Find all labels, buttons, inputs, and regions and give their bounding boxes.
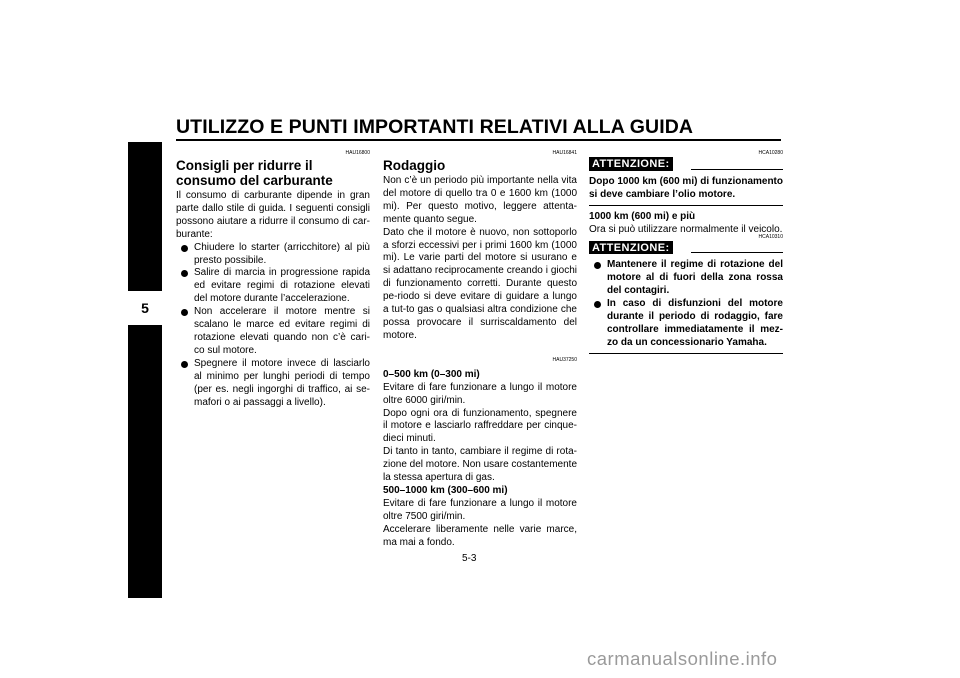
subheading: 500–1000 km (300–600 mi)	[383, 484, 508, 496]
caution-label: ATTENZIONE:	[589, 241, 673, 255]
section-heading: Rodaggio	[383, 158, 446, 173]
column-caution	[589, 150, 783, 354]
column-break-in	[383, 150, 577, 549]
caution-text: Dopo 1000 km (600 mi) di funzionamento si deve cambiare l’olio motore.	[589, 175, 783, 200]
section-code: HAU16800	[345, 150, 370, 156]
title-rule	[176, 139, 781, 141]
section-code: HAU16841	[552, 150, 577, 156]
caution-label: ATTENZIONE:	[589, 157, 673, 171]
list-item: Spegnere il motore invece di lasciarlo al minimo per lunghi periodi di tempo (per es. negli ingorghi di traffico, ai se-mafori o ai passaggi a livello).	[182, 358, 370, 410]
section-code: HCA10310	[758, 233, 783, 240]
caution-end-rule	[589, 205, 783, 206]
list-item: Mantenere il regime di rotazione del motore al di fuori della zona rossa del contagiri.	[595, 259, 783, 298]
chapter-tab	[128, 142, 162, 598]
paragraph: Di tanto in tanto, cambiare il regime di rota-zione del motore. Non usare costantemente la stessa apertura di gas.	[383, 446, 577, 484]
section-code: HCA10280	[758, 150, 783, 156]
caution-end-rule	[589, 353, 783, 354]
paragraph: Non c’è un periodo più importante nella vita del motore di quello tra 0 e 1600 km (1000 mi). Per questo motivo, leggere attenta-mente quanto segue.	[383, 175, 577, 225]
section-code: HAU37250	[552, 356, 577, 363]
section-heading: Consigli per ridurre il consumo del carburante	[176, 158, 333, 188]
caution-rule	[691, 252, 783, 253]
list-item: Salire di marcia in progressione rapida ed evitare regimi di rotazione elevati del motore durante l’accelerazione.	[182, 267, 370, 306]
chapter-number: 5	[128, 291, 162, 325]
paragraph: Evitare di fare funzionare a lungo il motore oltre 7500 giri/min.	[383, 497, 577, 522]
caution-header	[589, 241, 783, 255]
watermark: carmanualsonline.info	[587, 648, 778, 669]
caution-rule	[691, 169, 783, 170]
paragraph: Evitare di fare funzionare a lungo il motore oltre 6000 giri/min.	[383, 381, 577, 406]
tips-list	[176, 242, 370, 410]
page-number: 5-3	[462, 553, 477, 564]
caution-header	[589, 157, 783, 171]
bullet-icon	[594, 262, 601, 269]
paragraph: Il consumo di carburante dipende in gran parte dallo stile di guida. I seguenti consigli possono aiutare a ridurre il consumo di car-burante:	[176, 190, 370, 240]
column-fuel-tips	[176, 150, 370, 409]
subheading: 1000 km (600 mi) e più	[589, 210, 696, 222]
list-item: In caso di disfunzioni del motore durante il periodo di rodaggio, fare controllare immediatamente il mez-zo da un concessionario Yamaha.	[595, 298, 783, 350]
bullet-icon	[181, 245, 188, 252]
bullet-icon	[181, 361, 188, 368]
paragraph: Accelerare liberamente nelle varie marce, ma mai a fondo.	[383, 523, 577, 548]
paragraph: Dato che il motore è nuovo, non sottoporlo a sforzi eccessivi per i primi 1600 km (1000 mi). Le varie parti del motore si usurano e si adattano reciprocamente creando i giochi di funzionamento corretti. Durante questo pe-riodo si deve evitare di guidare a lungo a tut-to gas o qualsiasi altra condizione che possa provocare il surriscaldamento del motore.	[383, 226, 577, 341]
list-item: Chiudere lo starter (arricchitore) al più presto possibile.	[182, 242, 370, 268]
page-title: UTILIZZO E PUNTI IMPORTANTI RELATIVI ALLA GUIDA	[176, 116, 694, 138]
caution-list	[589, 259, 783, 349]
list-item: Non accelerare il motore mentre si scalano le marce ed evitare regimi di rotazione elevati quando non c’è cari-co sul motore.	[182, 306, 370, 358]
bullet-icon	[181, 270, 188, 277]
subheading: 0–500 km (0–300 mi)	[383, 368, 480, 380]
bullet-icon	[594, 301, 601, 308]
paragraph: Dopo ogni ora di funzionamento, spegnere il motore e lasciarlo raffreddare per cinque-dieci minuti.	[383, 407, 577, 445]
bullet-icon	[181, 309, 188, 316]
paragraph: Ora si può utilizzare normalmente il veicolo.	[589, 223, 783, 235]
